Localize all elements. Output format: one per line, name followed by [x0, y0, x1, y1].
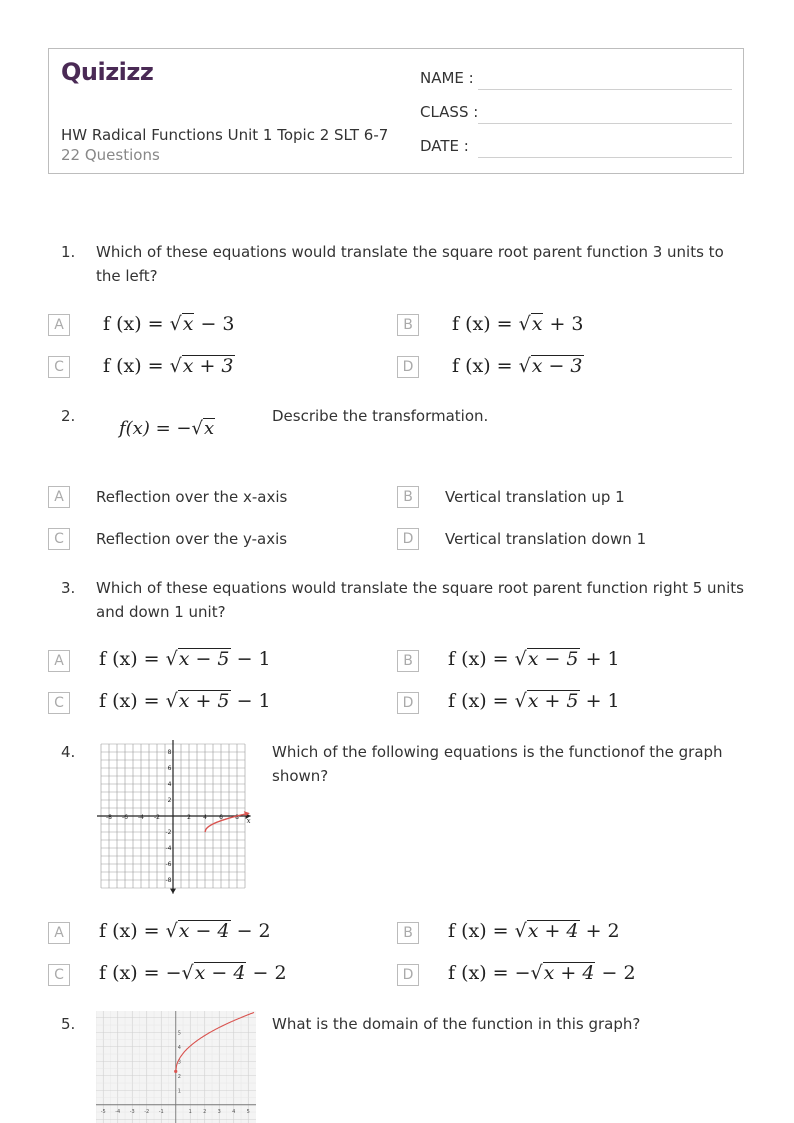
- name-field[interactable]: [478, 89, 732, 90]
- x-tick-label: -5: [100, 1108, 106, 1115]
- y-tick-label: 2: [177, 1073, 181, 1080]
- x-tick-label: 8: [235, 814, 239, 821]
- class-field[interactable]: [478, 123, 732, 124]
- option-d-box[interactable]: D: [397, 692, 419, 714]
- y-tick-label: -2: [165, 829, 172, 836]
- option-b-equation[interactable]: f (x) = √x + 3: [452, 313, 584, 335]
- question-equation: f(x) = −√x: [119, 418, 215, 439]
- coordinate-graph: [93, 737, 263, 897]
- y-tick-label: 4: [167, 781, 172, 788]
- y-tick-label: 1: [177, 1088, 181, 1095]
- date-label: DATE :: [420, 137, 469, 155]
- y-tick-label: 4: [177, 1044, 181, 1051]
- option-a-text[interactable]: Reflection over the x-axis: [96, 488, 288, 506]
- option-b-equation[interactable]: f (x) = √x − 5 + 1: [448, 648, 620, 670]
- x-tick-label: -2: [144, 1108, 150, 1115]
- date-field[interactable]: [478, 157, 732, 158]
- x-tick-label: -1: [158, 1108, 164, 1115]
- question-number: 4.: [61, 743, 76, 761]
- option-c-box[interactable]: C: [48, 528, 70, 550]
- option-d-box[interactable]: D: [397, 964, 419, 986]
- option-b-box[interactable]: B: [397, 486, 419, 508]
- question-text: Describe the transformation.: [272, 407, 489, 425]
- option-b-text[interactable]: Vertical translation up 1: [445, 488, 625, 506]
- option-d-equation[interactable]: f (x) = −√x + 4 − 2: [448, 962, 636, 984]
- y-tick-label: 2: [167, 797, 172, 804]
- option-c-equation[interactable]: f (x) = √x + 5 − 1: [99, 690, 271, 712]
- option-d-text[interactable]: Vertical translation down 1: [445, 530, 647, 548]
- question-number: 3.: [61, 579, 76, 597]
- y-tick-label: 6: [167, 765, 172, 772]
- x-tick-label: -2: [154, 814, 160, 821]
- class-label: CLASS :: [420, 103, 479, 121]
- option-a-box[interactable]: A: [48, 650, 70, 672]
- x-axis-label: x: [246, 817, 251, 825]
- option-a-box[interactable]: A: [48, 922, 70, 944]
- option-b-box[interactable]: B: [397, 922, 419, 944]
- question-number: 1.: [61, 243, 76, 261]
- option-c-equation[interactable]: f (x) = −√x − 4 − 2: [99, 962, 287, 984]
- x-tick-label: -3: [129, 1108, 135, 1115]
- option-a-equation[interactable]: f (x) = √x − 4 − 2: [99, 920, 271, 942]
- option-a-box[interactable]: A: [48, 314, 70, 336]
- x-tick-label: 1: [188, 1108, 192, 1115]
- x-tick-label: -6: [122, 814, 128, 821]
- x-tick-label: 2: [203, 1108, 207, 1115]
- option-b-box[interactable]: B: [397, 314, 419, 336]
- option-d-equation[interactable]: f (x) = √x + 5 + 1: [448, 690, 620, 712]
- option-c-box[interactable]: C: [48, 356, 70, 378]
- function-curve: [176, 1012, 254, 1071]
- option-c-box[interactable]: C: [48, 964, 70, 986]
- option-c-box[interactable]: C: [48, 692, 70, 714]
- x-tick-label: 5: [246, 1108, 250, 1115]
- y-tick-label: 5: [177, 1030, 181, 1037]
- x-tick-label: 2: [187, 814, 191, 821]
- option-d-equation[interactable]: f (x) = √x − 3: [452, 355, 583, 377]
- option-d-box[interactable]: D: [397, 356, 419, 378]
- question-text: Which of these equations would translate the square root parent function 3 units to the left?: [96, 243, 724, 285]
- y-tick-label: -4: [165, 845, 172, 852]
- y-tick-label: -6: [165, 861, 172, 868]
- option-a-equation[interactable]: f (x) = √x − 5 − 1: [99, 648, 271, 670]
- question-number: 5.: [61, 1015, 76, 1033]
- worksheet-title: HW Radical Functions Unit 1 Topic 2 SLT 6-7: [61, 126, 389, 144]
- option-c-text[interactable]: Reflection over the y-axis: [96, 530, 288, 548]
- question-text: Which of the following equations is the functionof the graph shown?: [272, 743, 723, 785]
- x-tick-label: 4: [203, 814, 207, 821]
- option-a-equation[interactable]: f (x) = √x − 3: [103, 313, 235, 335]
- y-axis-arrow: [170, 889, 176, 894]
- question-text: Which of these equations would translate the square root parent function right 5 units and down 1 unit?: [96, 579, 744, 621]
- curve-endpoint: [174, 1070, 177, 1073]
- y-tick-label: 8: [167, 749, 172, 756]
- x-tick-label: 3: [217, 1108, 221, 1115]
- x-tick-label: -8: [106, 814, 112, 821]
- question-count: 22 Questions: [61, 146, 160, 164]
- option-c-equation[interactable]: f (x) = √x + 3: [103, 355, 234, 377]
- question-text: What is the domain of the function in this graph?: [272, 1015, 641, 1033]
- coordinate-graph: [96, 1011, 256, 1123]
- y-tick-label: -8: [165, 877, 172, 884]
- x-tick-label: -4: [138, 814, 144, 821]
- x-tick-label: -4: [115, 1108, 121, 1115]
- name-label: NAME :: [420, 69, 474, 87]
- x-tick-label: 4: [232, 1108, 236, 1115]
- question-number: 2.: [61, 407, 76, 425]
- y-tick-label: 3: [177, 1059, 181, 1066]
- quizizz-logo: Quizizz: [61, 58, 154, 86]
- option-d-box[interactable]: D: [397, 528, 419, 550]
- x-tick-label: 6: [219, 814, 223, 821]
- option-a-box[interactable]: A: [48, 486, 70, 508]
- option-b-box[interactable]: B: [397, 650, 419, 672]
- option-b-equation[interactable]: f (x) = √x + 4 + 2: [448, 920, 620, 942]
